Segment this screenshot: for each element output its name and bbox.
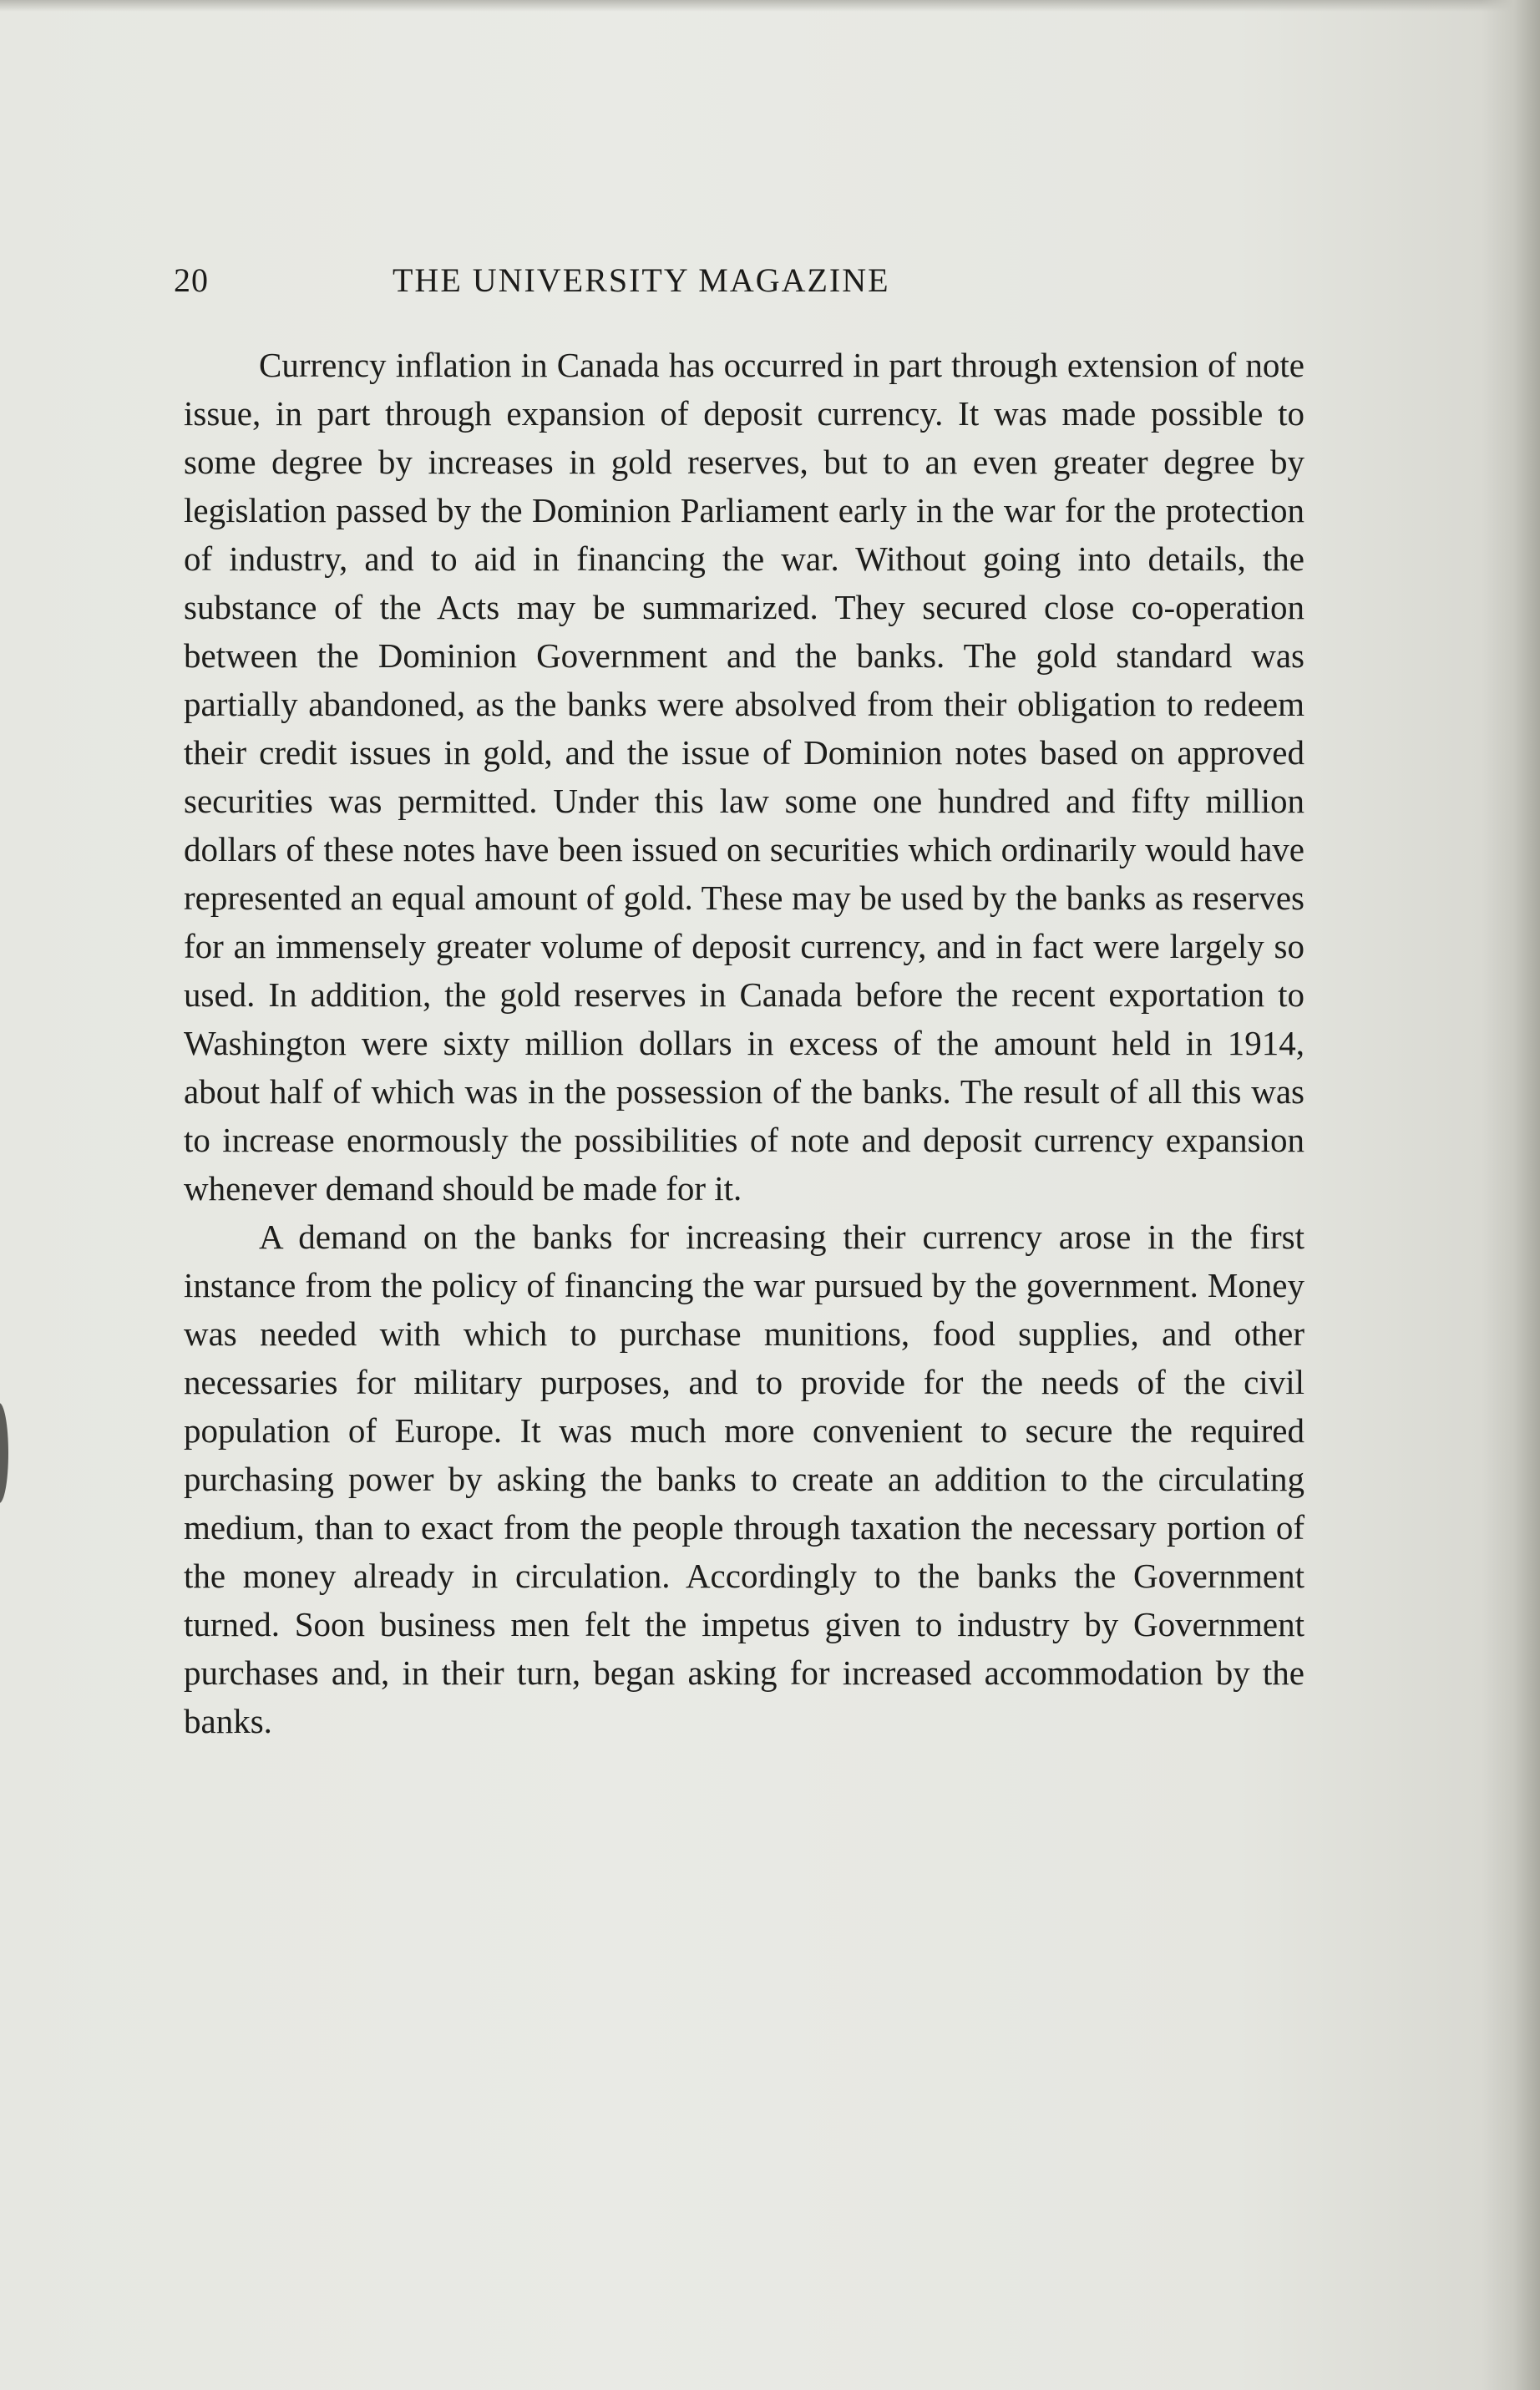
- paragraph-2: A demand on the banks for increasing their currency arose in the first instance from the policy of financing the war pursued by the government. Money was needed with which to purchase munitions, food supplies, and other necessaries for military purposes, and to provide for the needs of the civil population of Europe. It was much more convenient to secure the required purchasing power by asking the banks to create an addition to the circulating medium, than to exact from the people through taxation the necessary portion of the money already in circulation. Accordingly to the banks the Government turned. Soon business men felt the impetus given to industry by Government purchases and, in their turn, began asking for increased accommodation by the banks.: [184, 1218, 1304, 1740]
- paragraph-1: Currency inflation in Canada has occurred in part through extension of note issue, in part through expansion of deposit currency. It was made possible to some degree by increases in gold reserves, but to an even greater degree by legislation passed by the Dominion Parliament early in the war for the protection of industry, and to aid in financing the war. Without going into details, the substance of the Acts may be summarized. They secured close co-operation between the Dominion Government and the banks. The gold standard was partially abandoned, as the banks were absolved from their obligation to redeem their credit issues in gold, and the issue of Dominion notes based on approved securities was permitted. Under this law some one hundred and fifty million dollars of these notes have been issued on securities which ordinarily would have represented an equal amount of gold. These may be used by the banks as reserves for an immensely greater volume of deposit currency, and in fact were largely so used. In addition, the gold reserves in Canada before the recent exportation to Washington were sixty million dollars in excess of the amount held in 1914, about half of which was in the possession of the banks. The result of all this was to increase enormously the possibilities of note and deposit currency expansion whenever demand should be made for it.: [184, 346, 1304, 1208]
- page-header: [174, 261, 1310, 314]
- running-head: THE UNIVERSITY MAGAZINE: [393, 261, 890, 299]
- page-right-edge: [1482, 0, 1540, 2390]
- page-number: 20: [174, 261, 209, 299]
- binding-notch: [0, 1403, 8, 1503]
- page-top-shadow: [0, 0, 1540, 12]
- article-body: [184, 341, 1304, 1745]
